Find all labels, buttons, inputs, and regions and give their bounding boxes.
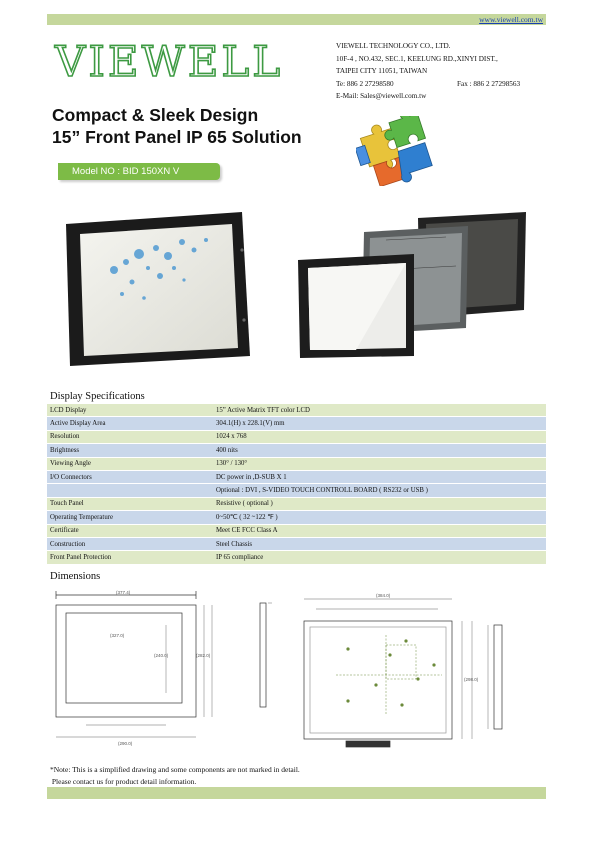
specifications-table bbox=[47, 404, 546, 565]
svg-text:(298.0): (298.0) bbox=[464, 677, 479, 682]
footnote bbox=[50, 764, 300, 787]
company-address-2: TAIPEI CITY 11051, TAIWAN bbox=[336, 67, 428, 75]
dimension-drawings bbox=[46, 585, 548, 753]
spec-label: Construction bbox=[47, 537, 213, 550]
spec-value: DC power in ,D-SUB X 1 bbox=[213, 470, 546, 483]
svg-text:(290.0): (290.0) bbox=[118, 741, 133, 746]
spec-row bbox=[47, 457, 546, 470]
spec-label: Front Panel Protection bbox=[47, 551, 213, 564]
spec-label: Resolution bbox=[47, 430, 213, 443]
svg-text:(240.0): (240.0) bbox=[154, 653, 169, 658]
product-photo-front bbox=[64, 210, 254, 368]
company-address-1: 10F-4 , NO.432, SEC.1, KEELUNG RD.,XINYI DIST., bbox=[336, 54, 498, 63]
spec-value: Steel Chassis bbox=[213, 537, 546, 550]
spec-row bbox=[47, 537, 546, 550]
spec-row bbox=[47, 497, 546, 510]
headline-line-1: Compact & Sleek Design bbox=[52, 105, 259, 125]
spec-row bbox=[47, 430, 546, 443]
viewell-logo: VIEWELL bbox=[55, 37, 284, 86]
spec-row bbox=[47, 484, 546, 497]
top-band bbox=[47, 14, 546, 25]
spec-value: 0~50℃ ( 32 ~122 ℉ ) bbox=[213, 511, 546, 524]
svg-text:(377.4): (377.4) bbox=[116, 590, 131, 595]
company-tel: Te: 886 2 27298580 bbox=[336, 79, 394, 88]
spec-row bbox=[47, 444, 546, 457]
spec-value: 130° / 130° bbox=[213, 457, 546, 470]
spec-value: Optional : DVI , S-VIDEO TOUCH CONTROLL BOARD ( RS232 or USB ) bbox=[213, 484, 546, 497]
headline-line-2: 15” Front Panel IP 65 Solution bbox=[52, 127, 302, 147]
spec-label bbox=[47, 484, 213, 497]
spec-value: 304.1(H) x 228.1(V) mm bbox=[213, 417, 546, 430]
spec-value: 400 nits bbox=[213, 444, 546, 457]
model-number-badge: Model NO : BID 150XN V bbox=[58, 163, 220, 180]
bottom-band bbox=[47, 787, 546, 799]
company-fax: Fax : 886 2 27298563 bbox=[457, 79, 521, 88]
spec-value: Meet CE FCC Class A bbox=[213, 524, 546, 537]
footnote-line-1: *Note: This is a simplified drawing and some components are not marked in detail. bbox=[50, 765, 300, 774]
spec-row bbox=[47, 404, 546, 417]
spec-value: 1024 x 768 bbox=[213, 430, 546, 443]
dimensions-title: Dimensions bbox=[50, 571, 101, 582]
spec-label: Brightness bbox=[47, 444, 213, 457]
spec-label: Certificate bbox=[47, 524, 213, 537]
spec-row bbox=[47, 551, 546, 564]
spec-label: I/O Connectors bbox=[47, 470, 213, 483]
spec-row bbox=[47, 511, 546, 524]
svg-text:(327.0): (327.0) bbox=[110, 633, 125, 638]
spec-row bbox=[47, 417, 546, 430]
spec-label: Touch Panel bbox=[47, 497, 213, 510]
puzzle-logo-icon bbox=[356, 116, 436, 186]
spec-value: Resistive ( optional ) bbox=[213, 497, 546, 510]
spec-row bbox=[47, 470, 546, 483]
website-link[interactable]: www.viewell.com.tw bbox=[479, 15, 543, 24]
spec-row bbox=[47, 524, 546, 537]
svg-text:(282.0): (282.0) bbox=[196, 653, 211, 658]
headline bbox=[52, 104, 302, 148]
spec-label: Operating Temperature bbox=[47, 511, 213, 524]
company-name: VIEWELL TECHNOLOGY CO., LTD. bbox=[336, 42, 451, 50]
spec-label: LCD Display bbox=[47, 404, 213, 417]
company-email[interactable]: E-Mail: Sales@viewell.com.tw bbox=[336, 92, 427, 100]
svg-text:(384.0): (384.0) bbox=[376, 593, 391, 598]
spec-label: Viewing Angle bbox=[47, 457, 213, 470]
footnote-line-2: Please contact us for product detail information. bbox=[50, 776, 197, 786]
spec-label: Active Display Area bbox=[47, 417, 213, 430]
spec-value: IP 65 compliance bbox=[213, 551, 546, 564]
specs-title: Display Specifications bbox=[50, 391, 145, 402]
product-photo-exploded bbox=[296, 210, 528, 360]
company-info bbox=[336, 40, 520, 103]
spec-value: 15” Active Matrix TFT color LCD bbox=[213, 404, 546, 417]
